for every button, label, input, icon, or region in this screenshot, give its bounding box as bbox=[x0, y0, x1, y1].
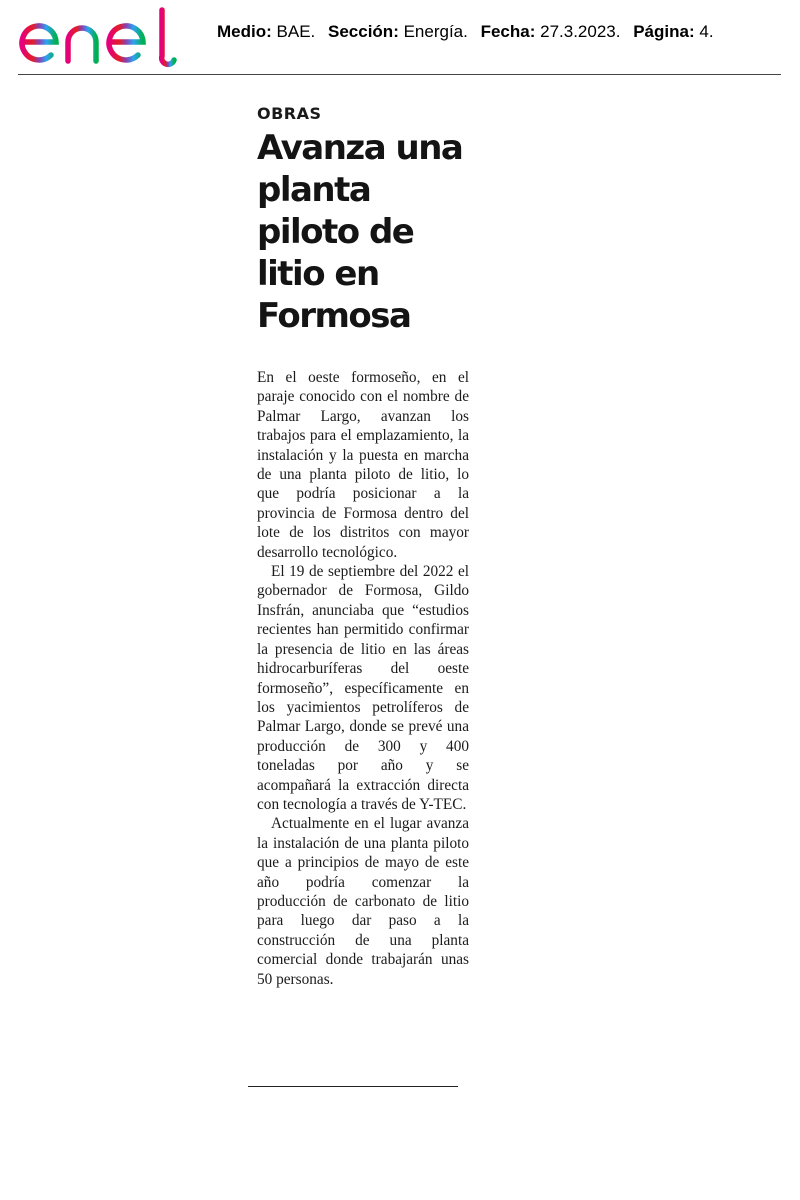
article-heading bbox=[257, 104, 471, 337]
header-divider bbox=[18, 74, 781, 75]
paragraph: En el oeste formoseño, en el paraje conocido con el nombre de Palmar Largo, avanzan los trabajos para el emplazamiento, la instalación y la puesta en marcha de una planta piloto de litio, lo que podría posicionar a la provincia de Formosa dentro del lote de los distritos con mayor desarrollo tecnológico. bbox=[257, 369, 469, 561]
pagina-value: 4. bbox=[699, 22, 714, 41]
seccion-label: Sección: bbox=[328, 22, 399, 41]
enel-logo bbox=[16, 4, 182, 68]
medio-value: BAE. bbox=[276, 22, 316, 41]
clipping-header bbox=[0, 0, 800, 76]
fecha-value: 27.3.2023. bbox=[540, 22, 621, 41]
article-end-rule bbox=[248, 1086, 458, 1087]
pagina-label: Página: bbox=[633, 22, 695, 41]
paragraph: El 19 de septiembre del 2022 el gobernador de Formosa, Gildo Insfrán, anunciaba que “estudios recientes han permitido confirmar la presencia de litio en las áreas hidrocarburíferas del oeste formoseño”, específicamente en los yacimientos petrolíferos de Palmar Largo, donde se prevé una producción de 300 y 400 toneladas por año y se acompañará la extracción directa con tecnología a través de Y-TEC. bbox=[257, 563, 469, 813]
headline: Avanza una planta piloto de litio en Formosa bbox=[257, 128, 463, 336]
clipping-metadata bbox=[217, 22, 714, 42]
seccion-value: Energía. bbox=[403, 22, 468, 41]
fecha-label: Fecha: bbox=[480, 22, 536, 41]
paragraph: Actualmente en el lugar avanza la instalación de una planta piloto que a principios de mayo de este año podría comenzar la producción de carbonato de litio para luego dar paso a la construcción de una planta comercial donde trabajarán unas 50 personas. bbox=[257, 815, 469, 988]
article-body bbox=[257, 368, 469, 989]
medio-label: Medio: bbox=[217, 22, 272, 41]
section-label: OBRAS bbox=[257, 104, 322, 123]
